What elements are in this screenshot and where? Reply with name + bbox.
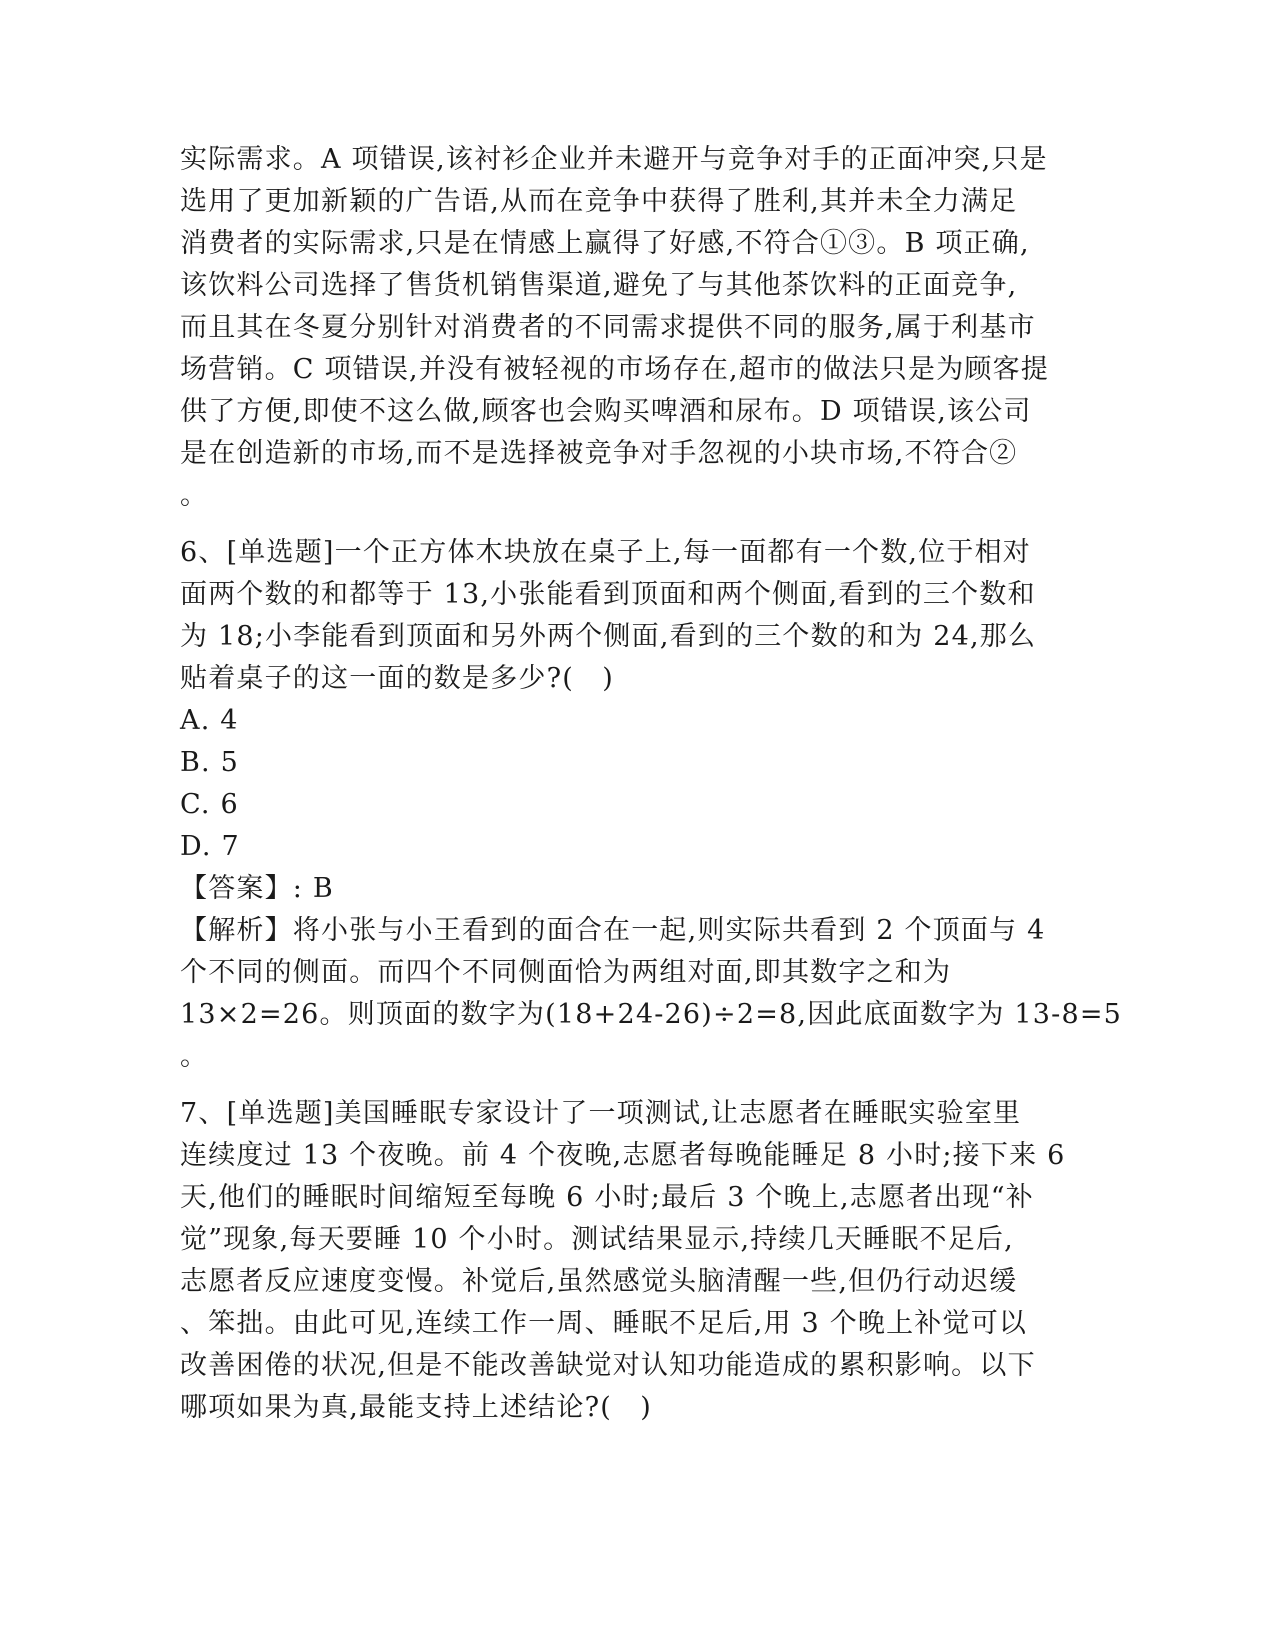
question-stem-line: 连续度过 13 个夜晚。前 4 个夜晚,志愿者每晚能睡足 8 小时;接下来 6 [180, 1140, 1066, 1171]
question-stem-line: 改善困倦的状况,但是不能改善缺觉对认知功能造成的累积影响。以下 [180, 1350, 1036, 1381]
question-stem-line: 觉”现象,每天要睡 10 个小时。测试结果显示,持续几天睡眠不足后, [180, 1224, 1014, 1255]
explanation-line: 供了方便,即使不这么做,顾客也会购买啤酒和尿布。D 项错误,该公司 [180, 396, 1032, 427]
question-stem-line: 贴着桌子的这一面的数是多少?( ) [180, 663, 614, 694]
question-stem-line: 天,他们的睡眠时间缩短至每晚 6 小时;最后 3 个晚上,志愿者出现“补 [180, 1182, 1034, 1213]
explanation-line: 消费者的实际需求,只是在情感上赢得了好感,不符合①③。B 项正确, [180, 228, 1030, 259]
option-b: B. 5 [180, 747, 239, 778]
explanation-line: 是在创造新的市场,而不是选择被竞争对手忽视的小块市场,不符合② [180, 438, 1018, 469]
option-d: D. 7 [180, 831, 240, 862]
analysis-line: 13×2=26。则顶面的数字为(18+24-26)÷2=8,因此底面数字为 13-8=5 [180, 999, 1123, 1030]
explanation-line: 场营销。C 项错误,并没有被轻视的市场存在,超市的做法只是为顾客提 [180, 354, 1050, 385]
answer-line: 【答案】: B [180, 873, 334, 904]
question-stem-line: 、笨拙。由此可见,连续工作一周、睡眠不足后,用 3 个晚上补觉可以 [180, 1308, 1028, 1339]
analysis-line: 。 [180, 1041, 209, 1072]
question-stem-line: 哪项如果为真,最能支持上述结论?( ) [180, 1392, 652, 1423]
explanation-line: 该饮料公司选择了售货机销售渠道,避免了与其他茶饮料的正面竞争, [180, 270, 1018, 301]
question-stem-line: 志愿者反应速度变慢。补觉后,虽然感觉头脑清醒一些,但仍行动迟缓 [180, 1266, 1018, 1297]
option-c: C. 6 [180, 789, 239, 820]
question-stem-line: 7、[单选题]美国睡眠专家设计了一项测试,让志愿者在睡眠实验室里 [180, 1098, 1022, 1129]
explanation-line: 。 [180, 480, 209, 511]
explanation-line: 而且其在冬夏分别针对消费者的不同需求提供不同的服务,属于利基市 [180, 312, 1036, 343]
question-stem-line: 6、[单选题]一个正方体木块放在桌子上,每一面都有一个数,位于相对 [180, 537, 1032, 568]
question-stem-line: 面两个数的和都等于 13,小张能看到顶面和两个侧面,看到的三个数和 [180, 579, 1036, 610]
explanation-line: 选用了更加新颖的广告语,从而在竞争中获得了胜利,其并未全力满足 [180, 186, 1018, 217]
explanation-line: 实际需求。A 项错误,该衬衫企业并未避开与竞争对手的正面冲突,只是 [180, 144, 1048, 175]
analysis-line: 个不同的侧面。而四个不同侧面恰为两组对面,即其数字之和为 [180, 957, 952, 988]
question-stem-line: 为 18;小李能看到顶面和另外两个侧面,看到的三个数的和为 24,那么 [180, 621, 1037, 652]
analysis-line: 【解析】将小张与小王看到的面合在一起,则实际共看到 2 个顶面与 4 [180, 915, 1046, 946]
option-a: A. 4 [180, 705, 239, 736]
